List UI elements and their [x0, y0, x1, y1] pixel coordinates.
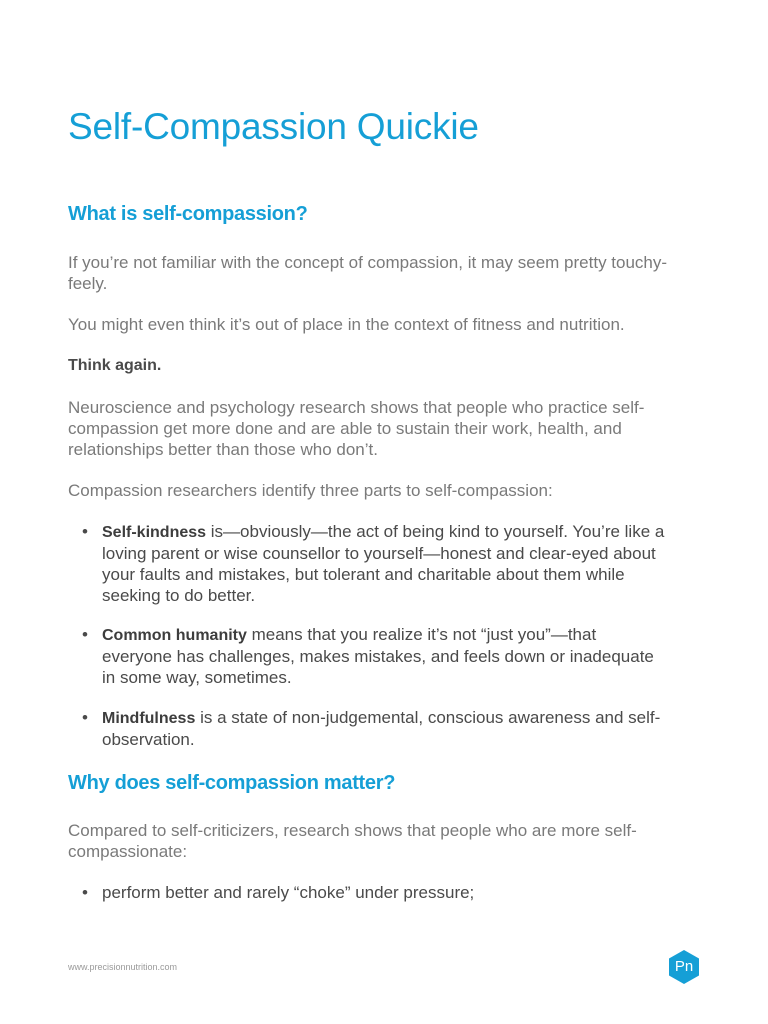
logo-text: Pn — [674, 958, 694, 975]
bullet-term: Mindfulness — [102, 710, 196, 727]
paragraph-intro: If you’re not familiar with the concept of compassion, it may seem pretty touchy-feely. — [68, 253, 668, 293]
paragraph-compared: Compared to self-criticizers, research shows that people who are more self-compassionate: — [68, 821, 637, 861]
list-item — [68, 882, 668, 903]
bullet-term: Common humanity — [102, 627, 247, 644]
paragraph-think-again: Think again. — [68, 357, 162, 374]
bullet-icon: • — [82, 708, 88, 727]
bullet-term: Self-kindness — [102, 524, 207, 541]
bullet-text: is—obviously—the act of being kind to yourself. You’re like a loving parent or wise counsellor to yourself—honest and clear-eyed about your faults and mistakes, but tolerant and charitable about them while seeking to do better. — [102, 522, 665, 605]
list-item — [68, 707, 668, 750]
list-item — [68, 624, 668, 688]
section-heading-what-is: What is self-compassion? — [68, 203, 308, 225]
bullet-text: perform better and rarely “choke” under pressure; — [102, 883, 475, 902]
pn-logo — [667, 950, 701, 984]
bullet-text: means that you realize it’s not “just you”—that everyone has challenges, makes mistakes, and feels down or inadequate in some way, sometimes. — [102, 625, 654, 687]
bullet-list-benefits — [68, 882, 668, 903]
bullet-text: is a state of non-judgemental, conscious awareness and self-observation. — [102, 708, 661, 749]
bullet-icon: • — [82, 625, 88, 644]
footer-url[interactable]: www.precisionnutrition.com — [68, 962, 178, 972]
paragraph-out-of-place: You might even think it’s out of place in the context of fitness and nutrition. — [68, 315, 625, 334]
page-title: Self-Compassion Quickie — [68, 106, 479, 147]
list-item — [68, 521, 668, 606]
bullet-list-common-humanity — [68, 624, 668, 688]
paragraph-research: Neuroscience and psychology research shows that people who practice self-compassion get more done and are able to sustain their work, health, and relationships better than those who don’t. — [68, 398, 645, 459]
bullet-icon: • — [82, 522, 88, 541]
paragraph-three-parts: Compassion researchers identify three parts to self-compassion: — [68, 481, 553, 500]
bullet-icon: • — [82, 883, 88, 902]
bullet-list-self-kindness — [68, 521, 668, 606]
bullet-list-mindfulness — [68, 707, 668, 750]
section-heading-why-matter: Why does self-compassion matter? — [68, 772, 396, 794]
